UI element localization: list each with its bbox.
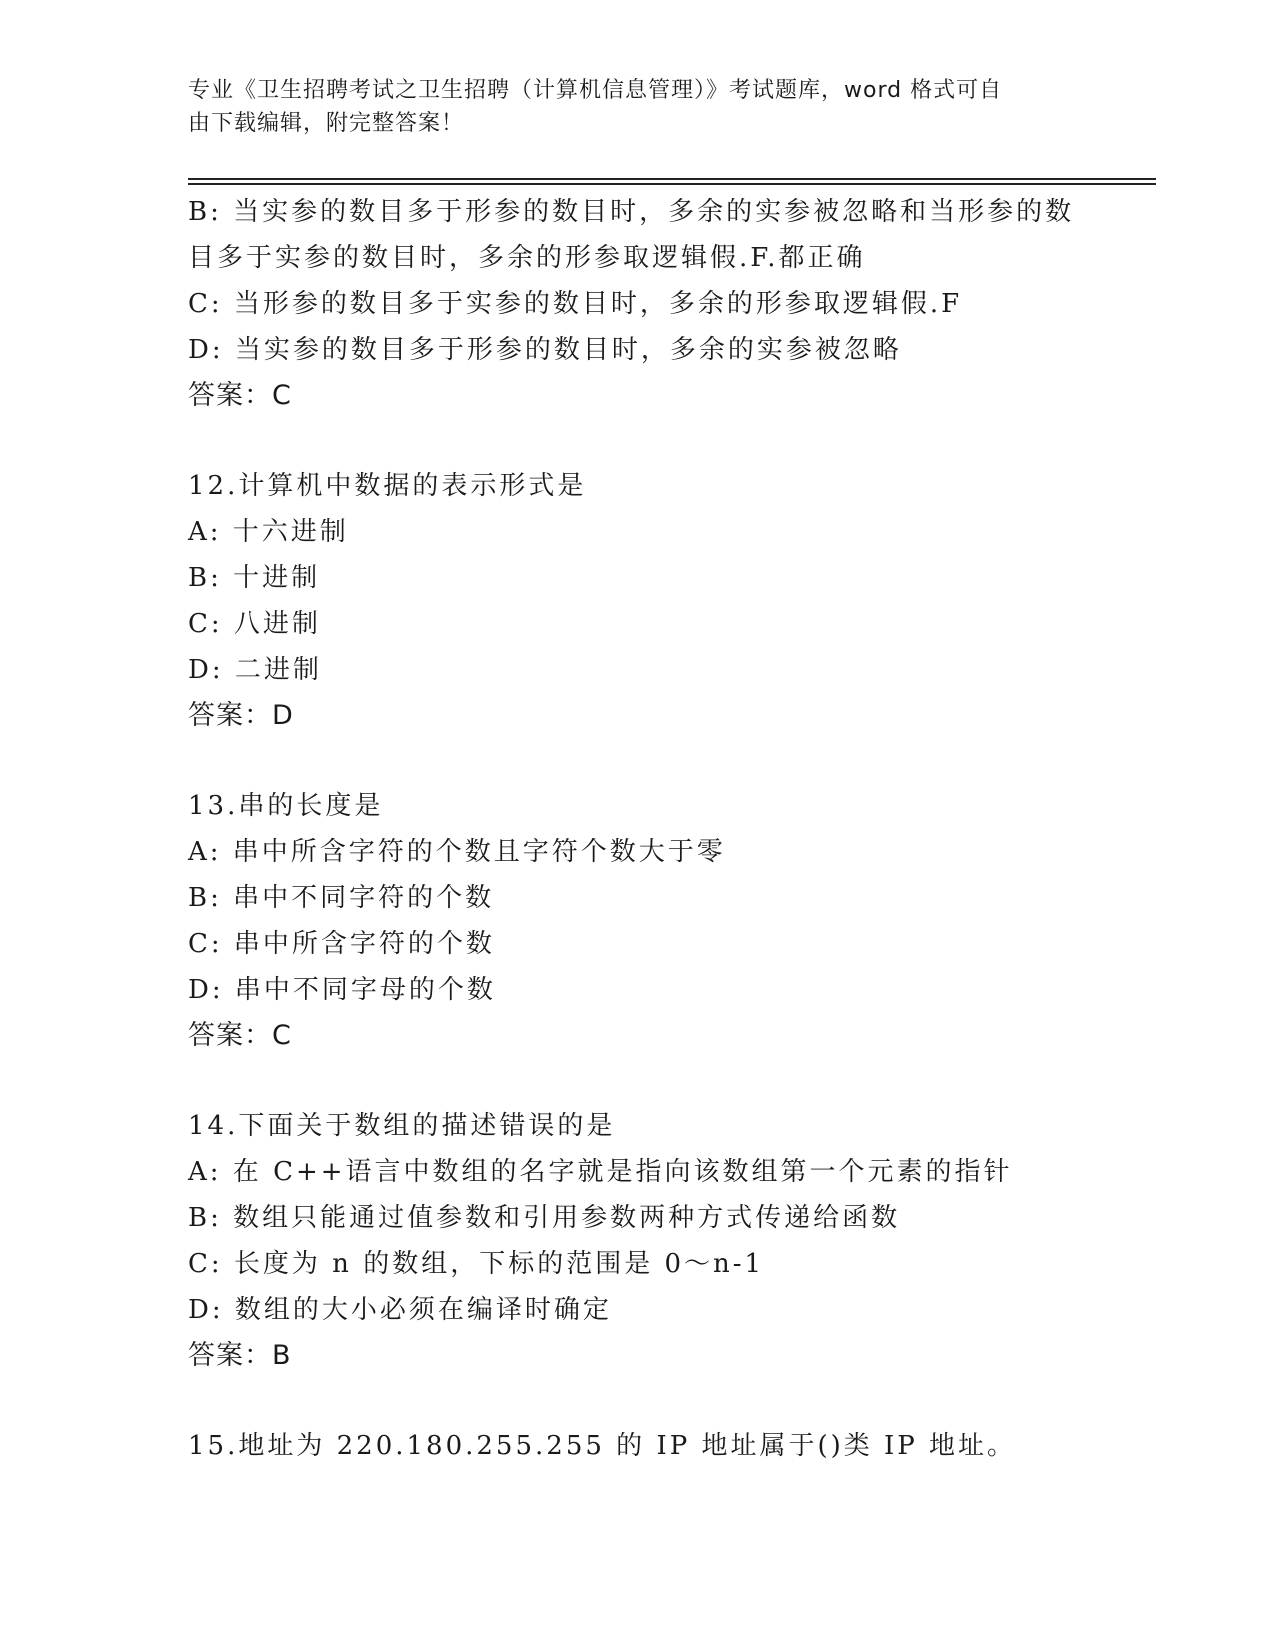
option-a: A: 在 C++语言中数组的名字就是指向该数组第一个元素的指针 xyxy=(188,1157,1013,1187)
answer: 答案：B xyxy=(188,1340,292,1371)
question-content xyxy=(188,189,1188,1469)
option-d: D: 二进制 xyxy=(188,655,322,685)
spacer xyxy=(188,1059,1188,1103)
option-c: C: 八进制 xyxy=(188,609,321,639)
question-stem: 13.串的长度是 xyxy=(188,791,384,821)
header-rule-bottom xyxy=(188,183,1156,185)
option-b: B: 串中不同字符的个数 xyxy=(188,883,495,913)
option-c: C: 串中所含字符的个数 xyxy=(188,929,495,959)
question-stem: 15.地址为 220.180.255.255 的 IP 地址属于()类 IP 地址。 xyxy=(188,1431,1017,1461)
option-d: D: 当实参的数目多于形参的数目时，多余的实参被忽略 xyxy=(188,335,902,365)
spacer xyxy=(188,1379,1188,1423)
answer: 答案：C xyxy=(188,1020,292,1051)
spacer xyxy=(188,419,1188,463)
option-c: C: 长度为 n 的数组，下标的范围是 0～n-1 xyxy=(188,1249,765,1279)
question-stem: 14.下面关于数组的描述错误的是 xyxy=(188,1111,616,1141)
question-14 xyxy=(188,1103,1188,1379)
question-stem: 12.计算机中数据的表示形式是 xyxy=(188,471,587,501)
spacer xyxy=(188,739,1188,783)
option-a: A: 十六进制 xyxy=(188,517,349,547)
option-b: B: 十进制 xyxy=(188,563,321,593)
question-11-continued xyxy=(188,189,1188,419)
header-line-2: 由下载编辑，附完整答案！ xyxy=(188,111,465,136)
header-rule-top xyxy=(188,178,1156,180)
answer: 答案：C xyxy=(188,380,292,411)
option-c: C: 当形参的数目多于实参的数目时，多余的形参取逻辑假.F xyxy=(188,289,963,319)
option-b-line-2: 目多于实参的数目时，多余的形参取逻辑假.F.都正确 xyxy=(188,243,866,273)
header-line-1: 专业《卫生招聘考试之卫生招聘（计算机信息管理）》考试题库，word 格式可自 xyxy=(188,78,1003,103)
answer: 答案：D xyxy=(188,700,294,731)
page-header xyxy=(188,74,1088,140)
option-b-line-1: B: 当实参的数目多于形参的数目时，多余的实参被忽略和当形参的数 xyxy=(188,197,1075,227)
question-15 xyxy=(188,1423,1188,1469)
question-13 xyxy=(188,783,1188,1059)
option-a: A: 串中所含字符的个数且字符个数大于零 xyxy=(188,837,726,867)
option-d: D: 数组的大小必须在编译时确定 xyxy=(188,1295,612,1325)
option-b: B: 数组只能通过值参数和引用参数两种方式传递给函数 xyxy=(188,1203,901,1233)
question-12 xyxy=(188,463,1188,739)
option-d: D: 串中不同字母的个数 xyxy=(188,975,496,1005)
